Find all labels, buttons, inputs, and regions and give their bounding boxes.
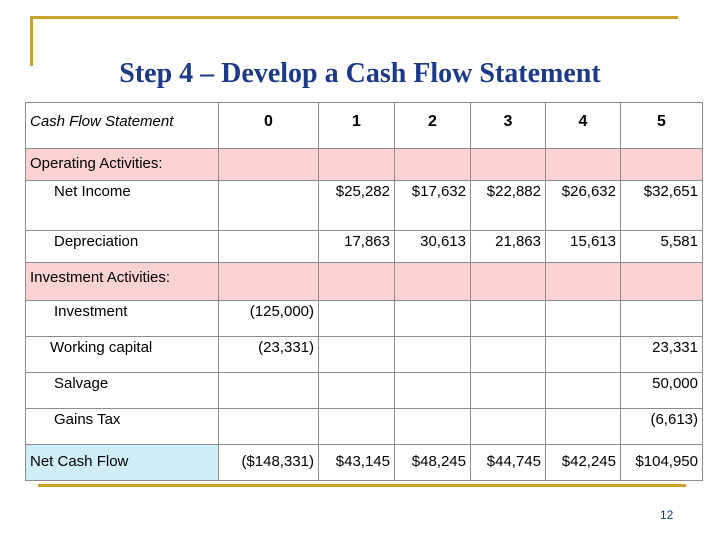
cell-value bbox=[219, 373, 319, 409]
slide-title: Step 4 – Develop a Cash Flow Statement bbox=[119, 58, 601, 89]
table-row bbox=[26, 337, 703, 373]
cell-value bbox=[546, 409, 621, 445]
cell-value: (125,000) bbox=[219, 301, 319, 337]
cash-flow-table bbox=[25, 102, 703, 481]
row-label: Working capital bbox=[26, 337, 219, 373]
cell-value bbox=[319, 409, 395, 445]
cell-value bbox=[219, 231, 319, 263]
cell-value bbox=[319, 337, 395, 373]
row-label: Gains Tax bbox=[26, 409, 219, 445]
table-row bbox=[26, 409, 703, 445]
operating-section-row bbox=[26, 149, 703, 181]
row-label: Depreciation bbox=[26, 231, 219, 263]
cell-value: $104,950 bbox=[621, 445, 703, 481]
row-label: Net Cash Flow bbox=[26, 445, 219, 481]
cell-value bbox=[471, 373, 546, 409]
top-decor-line bbox=[30, 16, 678, 19]
cell-value: 50,000 bbox=[621, 373, 703, 409]
section-label: Operating Activities: bbox=[26, 149, 219, 181]
table-row bbox=[26, 231, 703, 263]
table-row bbox=[26, 301, 703, 337]
cell-value bbox=[471, 301, 546, 337]
year-header: 3 bbox=[471, 103, 546, 149]
cell-value: $44,745 bbox=[471, 445, 546, 481]
cell-value bbox=[546, 373, 621, 409]
cell-value bbox=[395, 337, 471, 373]
cell-value: ($148,331) bbox=[219, 445, 319, 481]
cell-value bbox=[471, 409, 546, 445]
year-header: 0 bbox=[219, 103, 319, 149]
cell-value: 30,613 bbox=[395, 231, 471, 263]
cell-value bbox=[621, 301, 703, 337]
cell-value: $17,632 bbox=[395, 181, 471, 231]
cell-value bbox=[319, 301, 395, 337]
cell-value bbox=[395, 301, 471, 337]
year-header: 2 bbox=[395, 103, 471, 149]
investment-section-row bbox=[26, 263, 703, 301]
cell-value bbox=[395, 409, 471, 445]
bottom-decor-line bbox=[38, 484, 686, 487]
cell-value: 15,613 bbox=[546, 231, 621, 263]
cell-value: 21,863 bbox=[471, 231, 546, 263]
section-label: Investment Activities: bbox=[26, 263, 219, 301]
cell-value: (6,613) bbox=[621, 409, 703, 445]
cell-value: $25,282 bbox=[319, 181, 395, 231]
row-label: Net Income bbox=[26, 181, 219, 231]
cell-value: $43,145 bbox=[319, 445, 395, 481]
cell-value bbox=[219, 409, 319, 445]
net-cash-flow-row bbox=[26, 445, 703, 481]
cell-value bbox=[546, 337, 621, 373]
cell-value bbox=[395, 373, 471, 409]
cell-value: 5,581 bbox=[621, 231, 703, 263]
year-header: 4 bbox=[546, 103, 621, 149]
table-row bbox=[26, 373, 703, 409]
page-number: 12 bbox=[660, 508, 674, 522]
cell-value: $32,651 bbox=[621, 181, 703, 231]
cell-value: $26,632 bbox=[546, 181, 621, 231]
year-header: 1 bbox=[319, 103, 395, 149]
cell-value bbox=[219, 181, 319, 231]
row-label: Investment bbox=[26, 301, 219, 337]
cell-value: $22,882 bbox=[471, 181, 546, 231]
cell-value: 17,863 bbox=[319, 231, 395, 263]
cell-value: $48,245 bbox=[395, 445, 471, 481]
table-row bbox=[26, 181, 703, 231]
cell-value: (23,331) bbox=[219, 337, 319, 373]
row-label: Salvage bbox=[26, 373, 219, 409]
cell-value: 23,331 bbox=[621, 337, 703, 373]
year-header: 5 bbox=[621, 103, 703, 149]
cell-value bbox=[319, 373, 395, 409]
cell-value: $42,245 bbox=[546, 445, 621, 481]
header-row bbox=[26, 103, 703, 149]
cell-value bbox=[471, 337, 546, 373]
cell-value bbox=[546, 301, 621, 337]
header-label: Cash Flow Statement bbox=[26, 103, 219, 149]
